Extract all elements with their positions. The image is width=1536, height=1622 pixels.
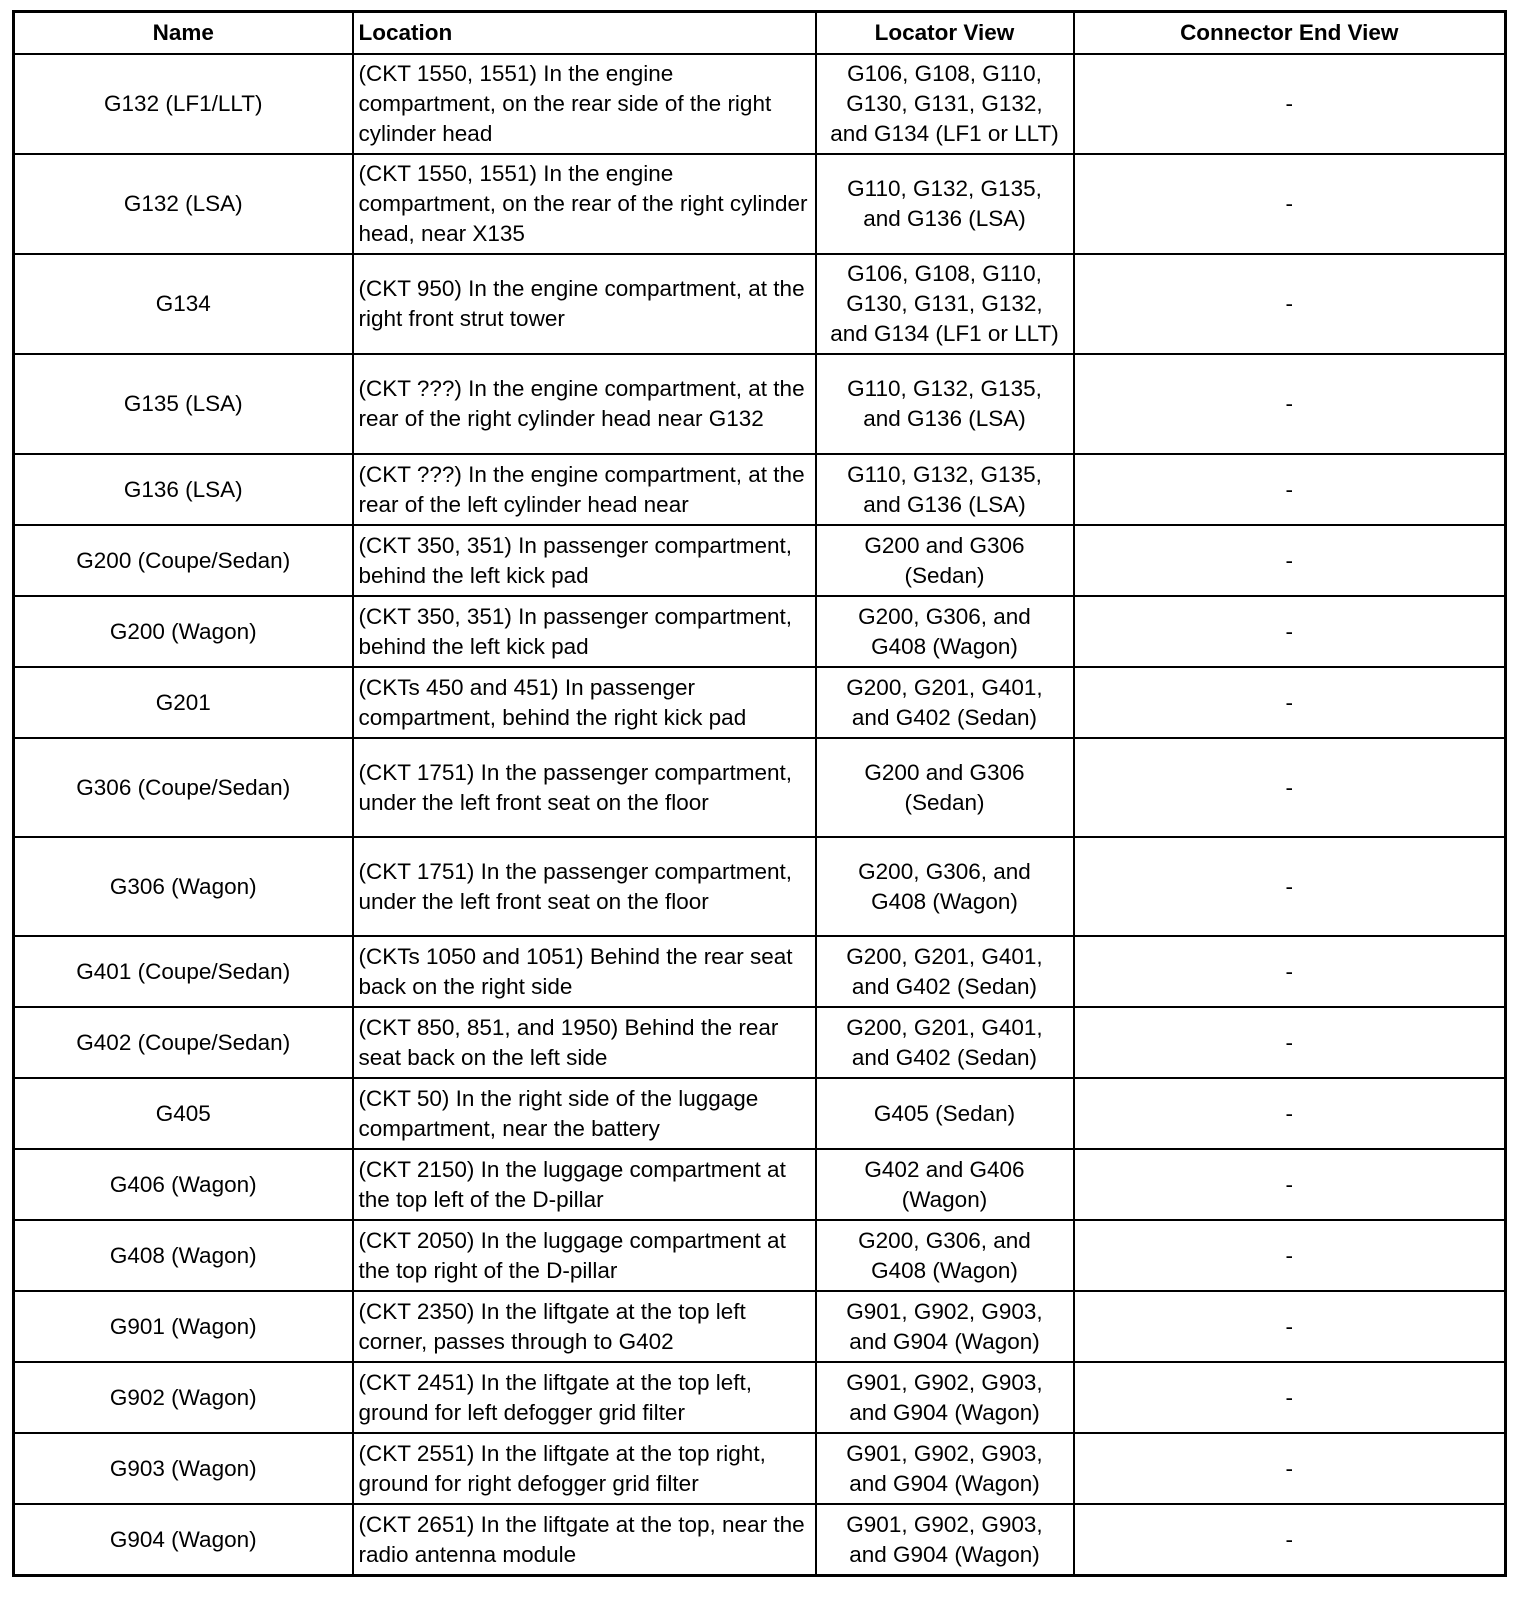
locator-view-line: and G136 (LSA) [863,206,1026,231]
locator-view-line: G130, G131, G132, [846,91,1043,116]
header-name: Name [14,12,353,55]
ground-locations-table [12,10,1507,1577]
cell-locator-view [816,936,1074,1007]
cell-name: G902 (Wagon) [14,1362,353,1433]
cell-connector-end-view: - [1074,154,1506,254]
cell-connector-end-view: - [1074,1504,1506,1576]
locator-view-line: and G134 (LF1 or LLT) [830,321,1059,346]
locator-view-line: G200, G201, G401, [846,674,1043,700]
cell-locator-view [816,1078,1074,1149]
locator-view-line: G106, G108, G110, [847,61,1042,86]
cell-connector-end-view: - [1074,837,1506,936]
table-row [14,1149,1506,1220]
cell-locator-view [816,667,1074,738]
locator-view-line: and G134 (LF1 or LLT) [830,121,1059,146]
cell-location: (CKT 2150) In the luggage compartment at the top left of the D-pillar [353,1149,816,1220]
locator-view-line: G901, G902, G903, [846,1369,1043,1395]
cell-locator-view [816,454,1074,525]
header-locator-view: Locator View [816,12,1074,55]
table-row [14,936,1506,1007]
table-row [14,1504,1506,1576]
locator-view-line: (Sedan) [904,789,985,815]
locator-view-line: G408 (Wagon) [871,1257,1018,1283]
cell-name: G134 [14,254,353,354]
cell-connector-end-view: - [1074,525,1506,596]
cell-connector-end-view: - [1074,1078,1506,1149]
cell-locator-view [816,1362,1074,1433]
locator-view-line: G402 and G406 [864,1156,1025,1182]
locator-view-line: G130, G131, G132, [846,291,1043,316]
locator-view-line: and G402 (Sedan) [851,973,1038,999]
cell-name: G306 (Coupe/Sedan) [14,738,353,837]
cell-locator-view [816,525,1074,596]
header-connector-end-view: Connector End View [1074,12,1506,55]
table-row [14,1220,1506,1291]
table-row [14,525,1506,596]
locator-view-line: and G904 (Wagon) [849,1399,1040,1425]
cell-name: G405 [14,1078,353,1149]
header-location: Location [353,12,816,55]
table-row [14,596,1506,667]
cell-name: G200 (Wagon) [14,596,353,667]
cell-locator-view [816,1149,1074,1220]
cell-location: (CKT 1550, 1551) In the engine compartment, on the rear side of the right cylinder head [353,54,816,154]
cell-name: G132 (LF1/LLT) [14,54,353,154]
locator-view-line: G200, G306, and [858,858,1031,884]
locator-view-line: G408 (Wagon) [871,633,1018,659]
cell-locator-view [816,1291,1074,1362]
cell-connector-end-view: - [1074,454,1506,525]
locator-view-line: G110, G132, G135, [847,461,1042,487]
table-row [14,837,1506,936]
cell-location: (CKT ???) In the engine compartment, at the rear of the right cylinder head near G132 [353,354,816,454]
table-row [14,1433,1506,1504]
cell-name: G132 (LSA) [14,154,353,254]
table-row [14,254,1506,354]
cell-name: G401 (Coupe/Sedan) [14,936,353,1007]
cell-connector-end-view: - [1074,1149,1506,1220]
cell-locator-view [816,596,1074,667]
locator-view-line: G200, G306, and [858,603,1031,629]
cell-name: G201 [14,667,353,738]
cell-location: (CKT ???) In the engine compartment, at the rear of the left cylinder head near [353,454,816,525]
table-row [14,1007,1506,1078]
cell-name: G406 (Wagon) [14,1149,353,1220]
cell-locator-view [816,154,1074,254]
cell-locator-view [816,54,1074,154]
cell-name: G408 (Wagon) [14,1220,353,1291]
cell-connector-end-view: - [1074,936,1506,1007]
locator-view-line: G901, G902, G903, [846,1440,1043,1466]
locator-view-line: G110, G132, G135, [847,376,1042,401]
cell-location: (CKT 2050) In the luggage compartment at the top right of the D-pillar [353,1220,816,1291]
cell-locator-view [816,254,1074,354]
cell-locator-view [816,1504,1074,1576]
locator-view-line: G200, G201, G401, [846,1014,1043,1040]
cell-locator-view [816,738,1074,837]
cell-name: G402 (Coupe/Sedan) [14,1007,353,1078]
locator-view-line: G200 and G306 [864,759,1025,785]
locator-view-line: G405 (Sedan) [873,1100,1016,1126]
locator-view-line: G200, G201, G401, [846,943,1043,969]
table-row [14,154,1506,254]
table-row [14,1078,1506,1149]
cell-location: (CKT 950) In the engine compartment, at the right front strut tower [353,254,816,354]
cell-connector-end-view: - [1074,1291,1506,1362]
cell-location: (CKT 2651) In the liftgate at the top, near the radio antenna module [353,1504,816,1576]
table-row [14,354,1506,454]
cell-connector-end-view: - [1074,1433,1506,1504]
cell-location: (CKT 350, 351) In passenger compartment, behind the left kick pad [353,596,816,667]
cell-location: (CKT 2551) In the liftgate at the top right, ground for right defogger grid filter [353,1433,816,1504]
cell-locator-view [816,1220,1074,1291]
cell-location: (CKTs 1050 and 1051) Behind the rear seat back on the right side [353,936,816,1007]
table-header-row [14,12,1506,55]
locator-view-line: G200 and G306 [864,532,1025,558]
cell-connector-end-view: - [1074,254,1506,354]
locator-view-line: and G904 (Wagon) [849,1328,1040,1354]
cell-location: (CKT 1751) In the passenger compartment, under the left front seat on the floor [353,738,816,837]
locator-view-line: and G402 (Sedan) [851,704,1038,730]
locator-view-line: G110, G132, G135, [847,176,1042,201]
locator-view-line: G408 (Wagon) [871,888,1018,914]
locator-view-line: (Sedan) [904,562,985,588]
cell-location: (CKT 2350) In the liftgate at the top left corner, passes through to G402 [353,1291,816,1362]
cell-name: G135 (LSA) [14,354,353,454]
cell-locator-view [816,354,1074,454]
cell-location: (CKT 2451) In the liftgate at the top left, ground for left defogger grid filter [353,1362,816,1433]
cell-location: (CKT 1751) In the passenger compartment, under the left front seat on the floor [353,837,816,936]
cell-location: (CKTs 450 and 451) In passenger compartment, behind the right kick pad [353,667,816,738]
locator-view-line: and G136 (LSA) [863,406,1026,431]
cell-connector-end-view: - [1074,667,1506,738]
cell-name: G136 (LSA) [14,454,353,525]
cell-connector-end-view: - [1074,354,1506,454]
locator-view-line: and G904 (Wagon) [849,1541,1040,1567]
table-row [14,454,1506,525]
locator-view-line: (Wagon) [901,1186,988,1212]
locator-view-line: and G904 (Wagon) [849,1470,1040,1496]
cell-connector-end-view: - [1074,1007,1506,1078]
cell-locator-view [816,1007,1074,1078]
table-row [14,1291,1506,1362]
cell-connector-end-view: - [1074,738,1506,837]
cell-connector-end-view: - [1074,1220,1506,1291]
table-row [14,54,1506,154]
table-row [14,1362,1506,1433]
locator-view-line: and G402 (Sedan) [851,1044,1038,1070]
cell-locator-view [816,1433,1074,1504]
cell-location: (CKT 1550, 1551) In the engine compartment, on the rear of the right cylinder head, near X135 [353,154,816,254]
locator-view-line: G901, G902, G903, [846,1298,1043,1324]
cell-connector-end-view: - [1074,54,1506,154]
locator-view-line: G901, G902, G903, [846,1511,1043,1537]
table-row [14,667,1506,738]
cell-connector-end-view: - [1074,596,1506,667]
cell-location: (CKT 50) In the right side of the luggage compartment, near the battery [353,1078,816,1149]
cell-locator-view [816,837,1074,936]
cell-name: G306 (Wagon) [14,837,353,936]
locator-view-line: G200, G306, and [858,1227,1031,1253]
locator-view-line: G106, G108, G110, [847,261,1042,286]
cell-location: (CKT 350, 351) In passenger compartment, behind the left kick pad [353,525,816,596]
table-body [14,54,1506,1576]
cell-connector-end-view: - [1074,1362,1506,1433]
cell-location: (CKT 850, 851, and 1950) Behind the rear seat back on the left side [353,1007,816,1078]
table-row [14,738,1506,837]
cell-name: G901 (Wagon) [14,1291,353,1362]
cell-name: G903 (Wagon) [14,1433,353,1504]
locator-view-line: and G136 (LSA) [863,491,1026,517]
cell-name: G200 (Coupe/Sedan) [14,525,353,596]
cell-name: G904 (Wagon) [14,1504,353,1576]
